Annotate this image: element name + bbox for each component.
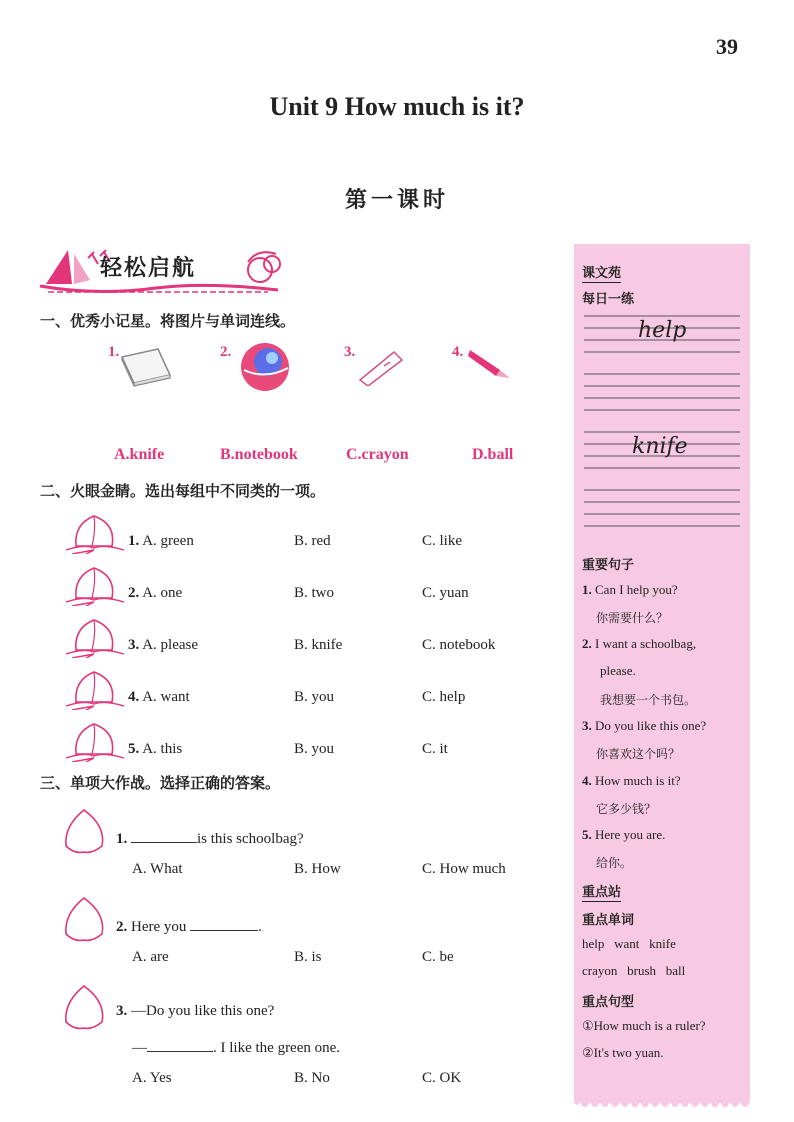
option-c: C. How much: [422, 861, 506, 877]
option-c: C. OK: [422, 1070, 462, 1086]
option-a: A. Yes: [132, 1070, 172, 1086]
question-row: [116, 1003, 274, 1020]
picture-number: 3.: [344, 344, 356, 360]
option-b: B. How: [294, 861, 341, 877]
sidebar-sentence: [582, 582, 678, 598]
sentence-en: Do you like this one?: [595, 718, 707, 733]
sentence-number: 1.: [582, 582, 592, 597]
sidebar-key-words-heading: 重点单词: [582, 913, 635, 928]
sentence-number: 4.: [582, 773, 592, 788]
option-b: B. red: [294, 533, 331, 549]
option-b: B. is: [294, 949, 322, 965]
sidebar-key-words: crayon brush ball: [582, 963, 686, 978]
question-row: [116, 828, 304, 848]
question-row: [128, 741, 182, 758]
sentence-cn: 给你。: [596, 856, 633, 870]
peach-icon: [64, 670, 126, 710]
banner-title: 轻松启航: [100, 256, 197, 281]
sentence-en: Can I help you?: [595, 582, 678, 597]
lesson-subtitle: 第一课时: [344, 188, 449, 213]
crayon-icon: [466, 344, 512, 380]
peach-outline-icon: [62, 808, 108, 856]
sidebar-daily-practice: 每日一练: [582, 292, 635, 307]
question-number: 4.: [128, 689, 140, 705]
question-row: [128, 585, 182, 602]
sentence-number: 3.: [582, 718, 592, 733]
word-option: C.crayon: [346, 446, 409, 463]
peach-icon: [64, 514, 126, 554]
picture-number: 2.: [220, 344, 232, 360]
picture-number: 1.: [108, 344, 120, 360]
question-text: —: [132, 1040, 147, 1056]
question-row: [128, 533, 194, 550]
option-a: A. one: [142, 585, 183, 601]
sentence-en: I want a schoolbag,: [595, 636, 697, 651]
practice-word: knife: [632, 434, 688, 459]
sentence-cn: 我想要一个书包。: [600, 693, 697, 707]
sidebar-key-station: 重点站: [582, 881, 621, 902]
option-a: A. this: [142, 741, 183, 757]
question-number: 5.: [128, 741, 140, 757]
sentence-cn: 你需要什么？: [596, 611, 669, 625]
question-text: .: [258, 919, 262, 935]
answer-blank[interactable]: [147, 1037, 213, 1052]
question-text: . I like the green one.: [213, 1040, 341, 1056]
section1-heading: 一、优秀小记星。将图片与单词连线。: [40, 312, 296, 330]
answer-blank[interactable]: [190, 916, 258, 931]
sidebar-key-patterns-heading: 重点句型: [582, 995, 635, 1010]
notebook-icon: [118, 345, 174, 387]
question-text: —Do you like this one?: [131, 1003, 275, 1019]
peach-outline-icon: [62, 896, 108, 944]
option-a: A. green: [142, 533, 194, 549]
sentence-en: Here you are.: [595, 827, 666, 842]
question-number: 1.: [116, 831, 128, 847]
sentence-number: 2.: [582, 636, 592, 651]
ball-icon: [238, 340, 292, 394]
sidebar-key-words: help want knife: [582, 936, 676, 951]
sentence-en: How much is it?: [595, 773, 681, 788]
option-c: C. like: [422, 533, 462, 549]
peach-icon: [64, 722, 126, 762]
picture-number: 4.: [452, 344, 464, 360]
option-c: C. it: [422, 741, 448, 757]
sidebar-sentence: [582, 718, 706, 734]
option-a: A. What: [132, 861, 183, 877]
question-number: 1.: [128, 533, 140, 549]
option-c: C. help: [422, 689, 466, 705]
word-option: A.knife: [114, 446, 165, 463]
sidebar-pattern: ①How much is a ruler?: [582, 1018, 706, 1033]
question-number: 2.: [116, 919, 128, 935]
option-a: A. want: [142, 689, 190, 705]
section2-heading: 二、火眼金睛。选出每组中不同类的一项。: [40, 482, 326, 500]
question-row: [116, 916, 262, 936]
sidebar-key-sentences-heading: 重要句子: [582, 558, 635, 573]
option-c: C. yuan: [422, 585, 469, 601]
sentence-cn: 它多少钱？: [596, 802, 657, 816]
question-number: 3.: [128, 637, 140, 653]
knife-icon: [356, 346, 406, 386]
question-row: [132, 1037, 340, 1057]
option-b: B. No: [294, 1070, 330, 1086]
option-b: B. you: [294, 689, 335, 705]
word-option: D.ball: [472, 446, 514, 463]
question-text: Here you: [131, 919, 187, 935]
sidebar-sentence: [582, 636, 696, 652]
sentence-en: please.: [600, 663, 636, 678]
practice-word: help: [638, 318, 687, 343]
peach-icon: [64, 618, 126, 658]
page-title: Unit 9 How much is it?: [269, 92, 525, 121]
option-c: C. be: [422, 949, 454, 965]
question-number: 2.: [128, 585, 140, 601]
sentence-cn: 你喜欢这个吗？: [596, 747, 681, 761]
peach-icon: [64, 566, 126, 606]
option-a: A. are: [132, 949, 169, 965]
sidebar-sentence: [582, 773, 681, 789]
section3-heading: 三、单项大作战。选择正确的答案。: [40, 774, 281, 792]
sentence-number: 5.: [582, 827, 592, 842]
option-b: B. you: [294, 741, 335, 757]
answer-blank[interactable]: [131, 828, 197, 843]
sidebar-kewenyuan: 课文苑: [582, 262, 621, 283]
question-text: is this schoolbag?: [197, 831, 304, 847]
option-b: B. knife: [294, 637, 343, 653]
option-a: A. please: [142, 637, 198, 653]
word-option: B.notebook: [220, 446, 298, 463]
question-row: [128, 689, 190, 706]
sidebar-pattern: ②It's two yuan.: [582, 1045, 664, 1060]
sidebar-sentence: [582, 827, 665, 843]
option-c: C. notebook: [422, 637, 496, 653]
peach-outline-icon: [62, 984, 108, 1032]
page-number: 39: [716, 34, 738, 59]
question-number: 3.: [116, 1003, 128, 1019]
question-row: [128, 637, 198, 654]
option-b: B. two: [294, 585, 335, 601]
